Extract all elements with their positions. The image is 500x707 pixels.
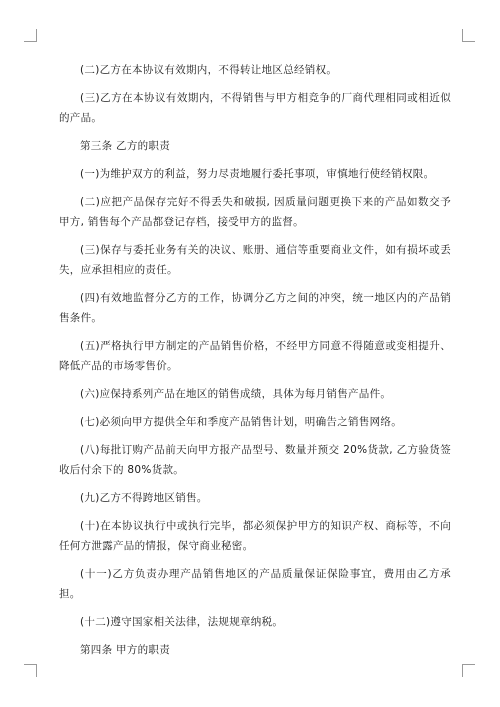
- clause-item: (五)严格执行甲方制定的产品销售价格，不经甲方同意不得随意或变相提升、降低产品的市场零售价。: [59, 340, 451, 372]
- clause-item: (八)每批订购产品前天向甲方报产品型号、数量并预交 20%货款, 乙方验货签收后付余下的 80%货款。: [59, 444, 451, 476]
- clause-item: (一)为维护双方的利益，努力尽责地履行委托事项，审慎地行使经销权限。: [80, 168, 435, 180]
- crop-mark-bottom-left: [24, 664, 37, 677]
- crop-mark-bottom-right: [462, 664, 475, 677]
- clause-item: (十一)乙方负责办理产品销售地区的产品质量保证保险事宜，费用由乙方承担。: [59, 568, 451, 600]
- clause-item: (三)保存与委托业务有关的决议、账册、通信等重要商业文件，如有损坏或丢失，应承担相应的责任。: [59, 244, 451, 276]
- article-heading: 第三条 乙方的职责: [80, 140, 171, 152]
- clause-item: (三)乙方在本协议有效期内，不得销售与甲方相竞争的厂商代理相同或相近似的产品。: [59, 92, 451, 124]
- clause-item: (十二)遵守国家相关法律，法规规章纳税。: [80, 616, 284, 628]
- crop-mark-top-left: [24, 29, 37, 42]
- clause-item: (二)应把产品保存完好不得丢失和破损, 因质量问题更换下来的产品如数交予甲方, 销售每个产品都登记存档，接受甲方的监督。: [59, 196, 451, 228]
- article-heading: 第四条 甲方的职责: [80, 644, 171, 656]
- document-body: [59, 60, 451, 668]
- crop-mark-top-right: [462, 29, 475, 42]
- clause-item: (七)必须向甲方提供全年和季度产品销售计划，明确告之销售网络。: [80, 416, 402, 428]
- clause-item: (二)乙方在本协议有效期内，不得转让地区总经销权。: [80, 64, 338, 76]
- clause-item: (九)乙方不得跨地区销售。: [80, 492, 208, 504]
- clause-item: (四)有效地监督分乙方的工作，协调分乙方之间的冲突，统一地区内的产品销售条件。: [59, 292, 451, 324]
- clause-item: (六)应保持系列产品在地区的销售成绩，具体为每月销售产品件。: [80, 388, 392, 400]
- clause-item: (十)在本协议执行中或执行完毕，都必须保护甲方的知识产权、商标等，不向任何方泄露产品的情报，保守商业秘密。: [59, 520, 451, 552]
